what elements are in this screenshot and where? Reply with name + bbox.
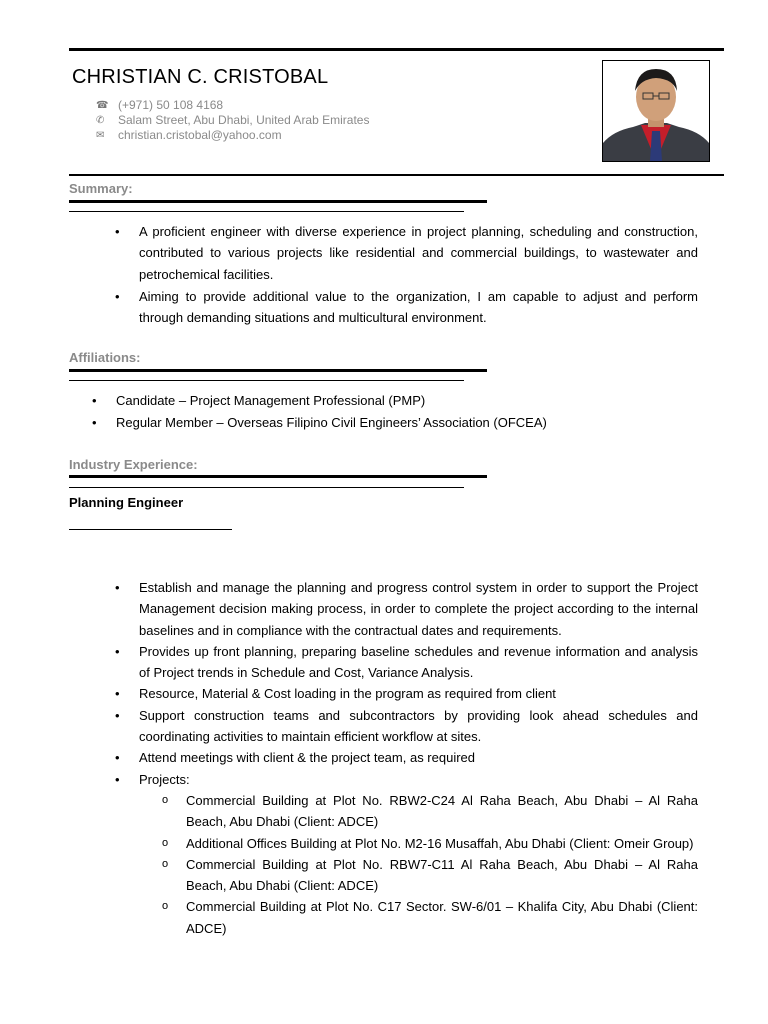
affiliations-list	[116, 390, 706, 434]
projects-list	[186, 790, 698, 939]
mobile-icon: ✆	[96, 114, 105, 126]
phone-icon: ☎	[96, 99, 109, 111]
portrait-illustration	[603, 61, 709, 161]
email-line	[96, 128, 282, 142]
address: Salam Street, Abu Dhabi, United Arab Emirates	[118, 113, 370, 127]
email: christian.cristobal@yahoo.com	[118, 128, 282, 142]
list-item: • Candidate – Project Management Professional (PMP)	[116, 390, 706, 411]
experience-heading: Industry Experience:	[69, 457, 198, 472]
mail-icon: ✉	[96, 129, 105, 141]
list-item: • Support construction teams and subcontractors by providing look ahead schedules and coordinating activities to maintain efficient workflow at sites.	[139, 705, 698, 748]
job-title-rule	[69, 529, 232, 530]
affiliations-rule-thick	[69, 369, 487, 372]
experience-rule-thick	[69, 475, 487, 478]
address-line	[96, 113, 369, 127]
list-item: o Commercial Building at Plot No. RBW7-C11 Al Raha Beach, Abu Dhabi – Al Raha Beach, Abu Dhabi (Client: ADCE)	[186, 854, 698, 897]
header-top-rule	[69, 48, 724, 51]
list-item: • Projects:	[139, 769, 698, 790]
list-item: o Commercial Building at Plot No. C17 Sector. SW-6/01 – Khalifa City, Abu Dhabi (Client: ADCE)	[186, 896, 698, 939]
phone-line	[96, 98, 223, 112]
list-item: • Aiming to provide additional value to the organization, I am capable to adjust and perform through demanding situations and multicultural environment.	[139, 286, 698, 329]
affiliations-heading: Affiliations:	[69, 350, 141, 365]
list-item: • Establish and manage the planning and progress control system in order to support the Project Management decision making process, in order to complete the project according to the internal baselines and in compliance with the contractual dates and requirements.	[139, 577, 698, 641]
summary-rule-thick	[69, 200, 487, 203]
list-item: o Commercial Building at Plot No. RBW2-C24 Al Raha Beach, Abu Dhabi – Al Raha Beach, Abu Dhabi (Client: ADCE)	[186, 790, 698, 833]
summary-heading: Summary:	[69, 181, 133, 196]
job-title: Planning Engineer	[69, 495, 184, 510]
experience-rule-thin	[69, 487, 464, 488]
summary-rule-thin	[69, 211, 464, 212]
list-item: o Additional Offices Building at Plot No. M2-16 Musaffah, Abu Dhabi (Client: Omeir Group)	[186, 833, 698, 854]
list-item: • Regular Member – Overseas Filipino Civil Engineers’ Association (OFCEA)	[116, 412, 706, 433]
summary-list	[139, 221, 698, 328]
candidate-name: CHRISTIAN C. CRISTOBAL	[72, 66, 329, 88]
affiliations-rule-thin	[69, 380, 464, 381]
list-item: • Provides up front planning, preparing baseline schedules and revenue information and analysis of Project trends in Schedule and Cost, Variance Analysis.	[139, 641, 698, 684]
list-item: • Attend meetings with client & the project team, as required	[139, 747, 698, 768]
list-item: • Resource, Material & Cost loading in the program as required from client	[139, 683, 698, 704]
header-bottom-rule	[69, 174, 724, 176]
phone-number: (+971) 50 108 4168	[118, 98, 224, 112]
list-item: • A proficient engineer with diverse experience in project planning, scheduling and construction, contributed to various projects like residential and commercial buildings, to wastewater and petrochemical facilities.	[139, 221, 698, 285]
profile-photo	[602, 60, 710, 162]
duties-list	[139, 577, 698, 790]
